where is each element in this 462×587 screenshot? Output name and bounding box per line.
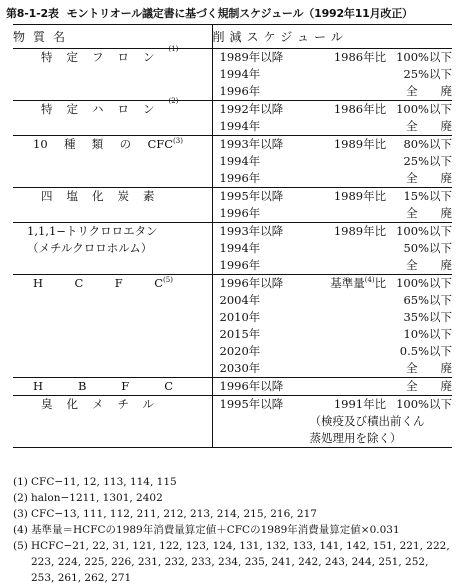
substance-name — [13, 97, 212, 118]
schedule-cell — [212, 396, 452, 448]
schedule-baseline-text: 基準量 — [330, 276, 365, 290]
schedule-baseline — [307, 118, 386, 135]
substance-name-part: B — [77, 379, 87, 393]
footnote-ref: (5) — [163, 276, 173, 285]
schedule-reduction: 35%以下 — [403, 310, 452, 324]
schedule-baseline — [307, 257, 386, 274]
schedule-reduction: 100%以下 — [396, 224, 452, 238]
schedule-baseline — [307, 136, 386, 153]
schedule-cell — [212, 188, 452, 223]
footnote-text: CFC−11, 12, 113, 114, 115 — [31, 476, 177, 488]
schedule-baseline — [307, 223, 386, 240]
regulation-schedule-table — [13, 24, 452, 448]
substance-name-part: CFC — [147, 137, 174, 151]
footnote — [13, 506, 453, 522]
schedule-baseline — [307, 188, 386, 205]
footnote — [13, 474, 453, 490]
substance-name-part: C — [74, 276, 84, 290]
table-row — [13, 101, 452, 136]
schedule-year: 1994年 — [219, 241, 261, 255]
schedule-baseline — [307, 240, 386, 257]
substance-name-part: 種 — [63, 137, 76, 151]
footnote-key: (5) — [13, 540, 28, 552]
footnote-ref: (1) — [168, 45, 179, 53]
schedule-baseline — [307, 292, 386, 309]
substance-cell — [13, 378, 212, 396]
substance-name — [33, 275, 173, 292]
schedule-line — [213, 188, 453, 205]
footnote-key: (3) — [13, 508, 28, 520]
schedule-line — [213, 240, 453, 257]
schedule-reduction: 全 廃 — [406, 119, 452, 133]
table-row — [13, 136, 452, 188]
schedule-column-header: 削減スケジュール — [212, 25, 452, 49]
footnote-key: (2) — [13, 492, 28, 504]
schedule-reduction: 50%以下 — [403, 241, 452, 255]
schedule-line — [213, 170, 453, 187]
schedule-reduction: 80%以下 — [403, 137, 452, 151]
schedule-reduction: 25%以下 — [403, 67, 452, 81]
schedule-exception-note: 蒸処理用を除く） — [309, 431, 402, 445]
schedule-line — [213, 205, 453, 222]
schedule-year: 1996年 — [219, 258, 261, 272]
schedule-line — [213, 326, 453, 343]
schedule-line — [213, 101, 453, 118]
schedule-reduction: 全 廃 — [406, 258, 452, 272]
substance-name-part: 類 — [91, 137, 104, 151]
schedule-year: 1996年 — [219, 206, 261, 220]
substance-name-part: H — [33, 379, 44, 393]
schedule-baseline-text: 1989年比 — [333, 189, 387, 203]
schedule-year: 1994年 — [219, 154, 261, 168]
schedule-baseline — [307, 360, 386, 377]
substance-name — [13, 45, 212, 66]
substance-name-part: の — [119, 137, 132, 151]
substance-cell — [13, 97, 212, 136]
substance-cell — [13, 188, 212, 223]
schedule-baseline-text: 1986年比 — [333, 102, 387, 116]
substance-name-part: C — [154, 276, 164, 290]
schedule-baseline — [307, 396, 386, 413]
schedule-year: 2020年 — [219, 344, 261, 358]
schedule-year: 1995年以降 — [219, 189, 284, 203]
substance-name-text: 1,1,1−トリクロロエタン — [27, 224, 158, 238]
substance-name-text: 特定ハロン — [41, 102, 169, 116]
schedule-reduction: 全 廃 — [406, 84, 452, 98]
substance-name-part: 10 — [33, 137, 48, 151]
schedule-reduction: 全 廃 — [406, 206, 452, 220]
schedule-line — [213, 396, 453, 413]
substance-name-part: H — [33, 276, 44, 290]
schedule-year: 2010年 — [219, 310, 261, 324]
substance-name-part: C — [164, 379, 173, 393]
schedule-reduction: 25%以下 — [403, 154, 452, 168]
footnote — [13, 490, 453, 506]
schedule-line — [213, 257, 453, 274]
schedule-year: 2004年 — [219, 293, 261, 307]
substance-alias: （メチルクロロホルム） — [27, 241, 153, 255]
schedule-reduction: 全 廃 — [406, 361, 452, 375]
schedule-year: 1995年以降 — [219, 397, 284, 411]
footnote-key: (1) — [13, 476, 28, 488]
substance-name — [13, 223, 212, 240]
schedule-year: 1996年以降 — [219, 276, 284, 290]
schedule-baseline — [307, 101, 386, 118]
substance-name-tail — [147, 136, 183, 153]
table-row — [13, 223, 452, 275]
schedule-year: 2030年 — [219, 361, 261, 375]
footnote — [13, 522, 453, 538]
schedule-cell — [212, 378, 452, 396]
schedule-reduction: 100%以下 — [396, 102, 452, 116]
table-caption: モントリオール議定書に基づく規制スケジュール（1992年11月改正） — [66, 7, 413, 20]
substance-cell — [13, 136, 212, 188]
schedule-line — [213, 378, 453, 395]
table-row — [13, 188, 452, 223]
schedule-baseline — [307, 343, 386, 360]
substance-cell — [13, 275, 212, 378]
substance-name — [33, 136, 183, 153]
table-number: 第8-1-2表 — [6, 7, 59, 20]
schedule-year: 1994年 — [219, 119, 261, 133]
schedule-year: 1996年 — [219, 84, 261, 98]
schedule-year: 1994年 — [219, 67, 261, 81]
substance-name-part: F — [121, 379, 130, 393]
footnote-text: halon−1211, 1301, 2402 — [31, 492, 163, 504]
schedule-baseline-tail: 比 — [374, 276, 387, 290]
schedule-line — [213, 49, 453, 66]
substance-cell — [13, 396, 212, 448]
schedule-cell — [212, 136, 452, 188]
schedule-baseline-text: 1986年比 — [333, 50, 387, 64]
schedule-year: 1993年以降 — [219, 224, 284, 238]
schedule-cell — [212, 49, 452, 101]
substance-name-tail — [154, 275, 173, 292]
schedule-year: 1992年以降 — [219, 102, 284, 116]
schedule-baseline — [307, 205, 386, 222]
schedule-baseline — [307, 83, 386, 100]
schedule-year: 1993年以降 — [219, 137, 284, 151]
schedule-line — [213, 118, 453, 135]
schedule-reduction: 100%以下 — [396, 276, 452, 290]
schedule-reduction: 65%以下 — [403, 293, 452, 307]
schedule-line — [213, 66, 453, 83]
schedule-baseline — [307, 326, 386, 343]
schedule-line — [213, 343, 453, 360]
schedule-baseline-text: 1989年比 — [333, 137, 387, 151]
schedule-line — [213, 83, 453, 100]
schedule-line — [213, 153, 453, 170]
schedule-baseline — [307, 309, 386, 326]
table-row — [13, 275, 452, 378]
substance-name-text: 特定フロン — [41, 50, 169, 64]
footnote-ref: (4) — [364, 276, 375, 285]
schedule-year: 1989年以降 — [219, 50, 284, 64]
schedule-reduction: 100%以下 — [396, 397, 452, 411]
footnote-ref: (3) — [173, 137, 183, 146]
schedule-reduction: 0.5%以下 — [399, 344, 452, 358]
substance-name-text: 四塩化炭素 — [41, 189, 169, 203]
substance-cell — [13, 45, 212, 101]
footnote-text: 基準量＝HCFCの1989年消費量算定値＋CFCの1989年消費量算定値×0.031 — [31, 524, 400, 536]
schedule-line — [213, 136, 453, 153]
schedule-cell — [212, 275, 452, 378]
substance-name — [13, 396, 212, 413]
schedule-reduction: 全 廃 — [406, 379, 452, 393]
schedule-baseline — [307, 49, 386, 66]
footnote-text: CFC−13, 111, 112, 211, 212, 213, 214, 215, 216, 217 — [31, 508, 317, 520]
table-row — [13, 49, 452, 101]
substance-name-part: F — [114, 276, 123, 290]
table-title — [6, 5, 458, 21]
schedule-year: 2015年 — [219, 327, 261, 341]
substance-name-text: 臭化メチル — [41, 397, 168, 411]
schedule-exception-note: （検疫及び積出前くん — [309, 414, 425, 428]
schedule-line — [213, 223, 453, 240]
schedule-baseline — [307, 66, 386, 83]
schedule-reduction: 全 廃 — [406, 171, 452, 185]
table-row — [13, 378, 452, 396]
schedule-line — [213, 360, 453, 377]
schedule-baseline-text: 1989年比 — [333, 224, 387, 238]
schedule-reduction: 15%以下 — [403, 189, 452, 203]
footnote-text: HCFC−21, 22, 31, 121, 122, 123, 124, 131, 132, 133, 141, 142, 151, 221, 222, 223, 224, 225, 226, 231, 232, 233, 234, 235, 241, 242, 243, 244, 251, 252, 253, 261, 262, 271 — [31, 540, 450, 584]
schedule-cell — [212, 223, 452, 275]
schedule-year: 1996年以降 — [219, 379, 284, 393]
schedule-cell — [212, 101, 452, 136]
substance-column-header: 物質名 — [13, 25, 212, 49]
table-row — [13, 396, 452, 448]
substance-name — [13, 188, 212, 205]
schedule-reduction: 10%以下 — [403, 327, 452, 341]
schedule-line — [213, 275, 453, 292]
substance-cell — [13, 223, 212, 275]
schedule-line — [213, 292, 453, 309]
schedule-baseline — [307, 153, 386, 170]
footnotes — [13, 474, 453, 586]
schedule-baseline — [307, 170, 386, 187]
footnote-key: (4) — [13, 524, 28, 536]
footnote-ref: (2) — [168, 97, 179, 105]
substance-name — [33, 378, 173, 395]
footnote — [13, 538, 453, 586]
schedule-line — [213, 309, 453, 326]
schedule-baseline — [307, 378, 386, 395]
schedule-year: 1996年 — [219, 171, 261, 185]
schedule-baseline — [307, 275, 386, 292]
schedule-baseline-text: 1991年比 — [333, 397, 387, 411]
schedule-reduction: 100%以下 — [396, 50, 452, 64]
